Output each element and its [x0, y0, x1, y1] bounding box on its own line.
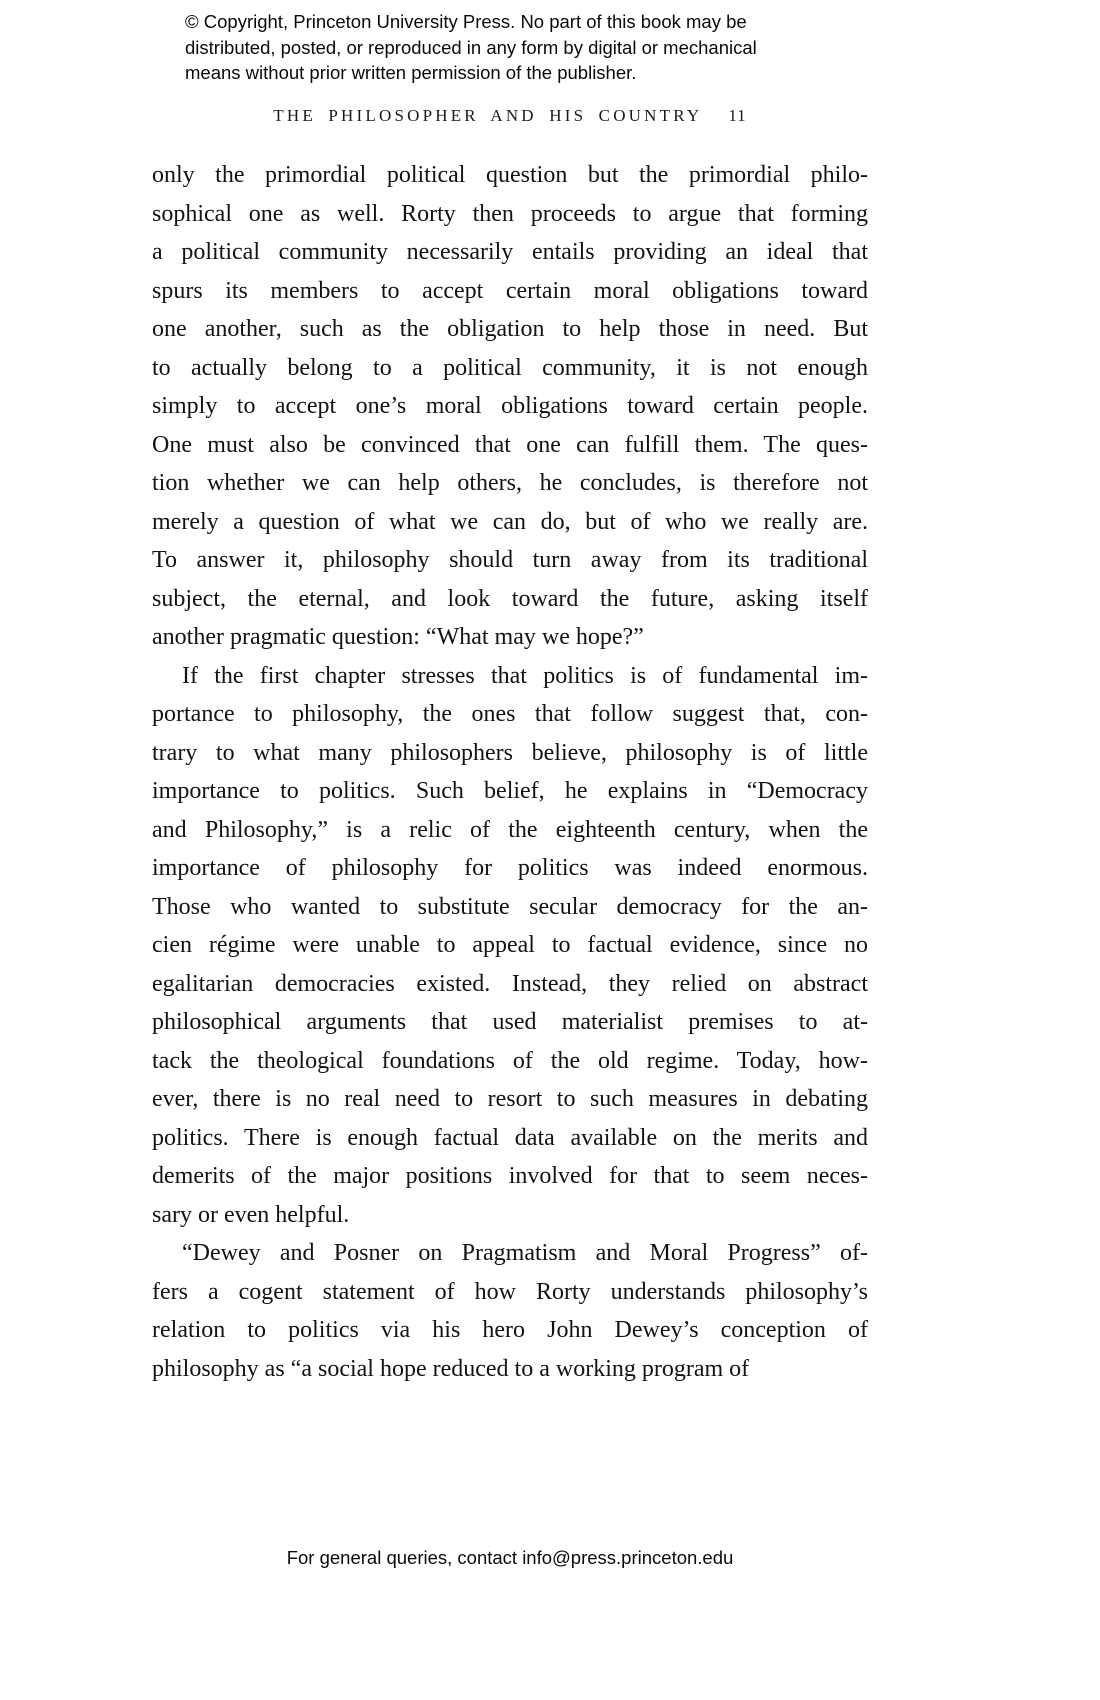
body-line: trary to what many philosophers believe, philosophy is of little	[152, 739, 868, 766]
body-line: one another, such as the obligation to help those in need. But	[152, 316, 868, 342]
body-line: “Dewey and Posner on Pragmatism and Moral Progress” of-	[182, 1240, 868, 1266]
copyright-line-2: distributed, posted, or reproduced in any form by digital or mechanical	[185, 36, 757, 58]
body-line: simply to accept one’s moral obligations toward certain people.	[152, 393, 868, 419]
body-line: subject, the eternal, and look toward the future, asking itself	[152, 585, 868, 612]
body-line: merely a question of what we can do, but of who we really are.	[152, 508, 868, 535]
body-line: tion whether we can help others, he concludes, is therefore not	[152, 470, 868, 496]
copyright-line-3: means without prior written permission of the publisher.	[185, 62, 637, 83]
body-line: tack the theological foundations of the old regime. Today, how-	[152, 1047, 868, 1074]
body-line: a political community necessarily entails providing an ideal that	[152, 239, 868, 265]
body-line: portance to philosophy, the ones that follow suggest that, con-	[152, 701, 868, 727]
body-line: only the primordial political question but the primordial philo-	[152, 162, 868, 188]
body-line: sary or even helpful.	[152, 1201, 350, 1228]
body-line: egalitarian democracies existed. Instead, they relied on abstract	[152, 970, 868, 997]
running-head	[152, 106, 868, 126]
body-line: Those who wanted to substitute secular democracy for the an-	[152, 893, 868, 920]
copyright-notice	[185, 9, 885, 86]
page-number: 11	[728, 106, 747, 125]
body-line: philosophical arguments that used materialist premises to at-	[152, 1009, 868, 1035]
body-line: One must also be convinced that one can fulfill them. The ques-	[152, 431, 868, 458]
body-line: politics. There is enough factual data available on the merits and	[152, 1124, 868, 1151]
body-line: and Philosophy,” is a relic of the eighteenth century, when the	[152, 816, 868, 843]
body-line: importance of philosophy for politics was indeed enormous.	[152, 855, 868, 881]
running-head-title: THE PHILOSOPHER AND HIS COUNTRY	[273, 106, 703, 125]
footer-contact: For general queries, contact info@press.princeton.edu	[286, 1547, 734, 1568]
body-line: demerits of the major positions involved for that to seem neces-	[152, 1163, 868, 1189]
body-text	[152, 156, 868, 1388]
body-line: cien régime were unable to appeal to factual evidence, since no	[152, 932, 868, 958]
body-line: If the first chapter stresses that politics is of fundamental im-	[182, 662, 868, 689]
body-line: to actually belong to a political community, it is not enough	[152, 354, 868, 381]
body-line: To answer it, philosophy should turn away from its traditional	[152, 547, 868, 573]
body-line: another pragmatic question: “What may we hope?”	[152, 624, 644, 650]
body-line: fers a cogent statement of how Rorty understands philosophy’s	[152, 1278, 868, 1305]
body-line: ever, there is no real need to resort to such measures in debating	[152, 1086, 868, 1112]
body-line: importance to politics. Such belief, he explains in “Democracy	[152, 778, 868, 804]
body-line: philosophy as “a social hope reduced to a working program of	[152, 1355, 750, 1382]
copyright-line-1: © Copyright, Princeton University Press. No part of this book may be	[185, 11, 747, 32]
body-line: spurs its members to accept certain moral obligations toward	[152, 277, 868, 304]
body-line: sophical one as well. Rorty then proceeds to argue that forming	[152, 200, 868, 227]
body-line: relation to politics via his hero John Dewey’s conception of	[152, 1317, 868, 1343]
